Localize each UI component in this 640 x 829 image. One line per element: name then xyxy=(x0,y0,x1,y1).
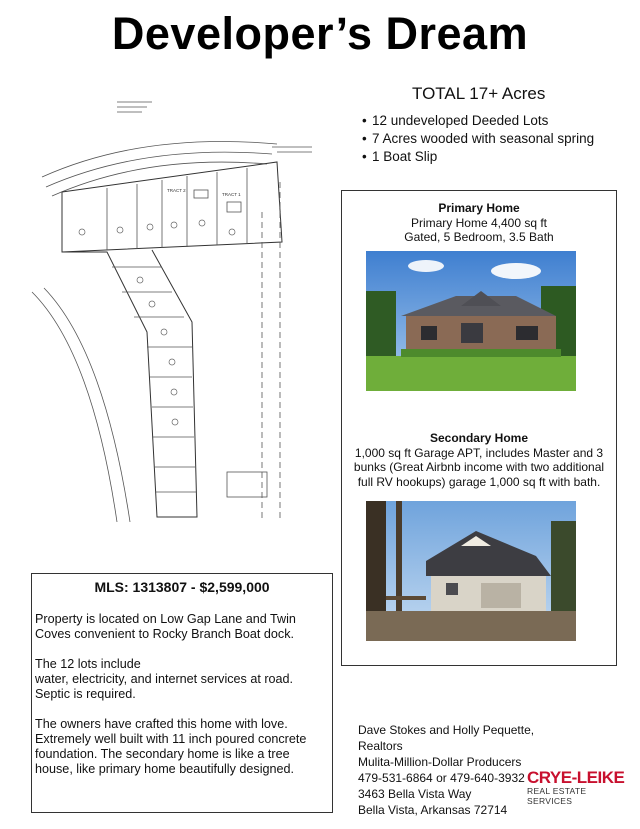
description-line: Coves convenient to Rocky Branch Boat dock. xyxy=(35,627,295,641)
secondary-home-line: full RV hookups) garage 1,000 sq ft with bath. xyxy=(357,474,601,489)
secondary-home-line: 1,000 sq ft Garage APT, includes Master and 3 xyxy=(354,445,604,460)
description-line: Property is located on Low Gap Lane and Twin xyxy=(35,612,296,626)
plat-map xyxy=(22,92,320,530)
mls-price: MLS: 1313807 - $2,599,000 xyxy=(94,579,270,595)
homes-panel xyxy=(341,190,617,666)
description-line: Septic is required. xyxy=(35,687,136,701)
acreage-summary xyxy=(352,84,622,166)
tract-label: TRACT 2 xyxy=(167,188,186,193)
secondary-home-info xyxy=(342,431,616,489)
page-title: Developer’s Dream xyxy=(111,8,529,59)
list-item: • 7 Acres wooded with seasonal spring xyxy=(362,130,622,148)
description-line: house, like primary home beautifully designed. xyxy=(35,762,295,776)
primary-home-heading: Primary Home xyxy=(438,201,520,215)
secondary-home-heading: Secondary Home xyxy=(429,431,529,445)
primary-home-photo xyxy=(366,251,576,391)
list-item: • 12 undeveloped Deeded Lots xyxy=(362,112,622,130)
description-line: The 12 lots include xyxy=(35,657,141,671)
description-line: Extremely well built with 11 inch poured concrete xyxy=(35,732,307,746)
realtor-names: Dave Stokes and Holly Pequette, Realtors xyxy=(358,723,535,753)
logo-subtitle: REAL ESTATE SERVICES xyxy=(527,786,587,806)
description-line: foundation. The secondary home is like a tree xyxy=(35,747,290,761)
feature-list xyxy=(352,112,622,166)
primary-home-details: Gated, 5 Bedroom, 3.5 Bath xyxy=(404,230,554,244)
primary-home-info xyxy=(342,201,616,245)
acreage-heading: TOTAL 17+ Acres xyxy=(412,84,546,103)
logo-brand: CRYE-LEIKE xyxy=(527,768,625,787)
primary-home-size: Primary Home 4,400 sq ft xyxy=(410,215,548,230)
tract-label: TRACT 1 xyxy=(222,192,241,197)
secondary-home-line: bunks (Great Airbnb income with two additional xyxy=(353,460,605,474)
brokerage-logo xyxy=(527,768,627,806)
realtor-phones: 479-531-6864 or 479-640-3932 xyxy=(358,771,525,785)
realtor-tagline: Mulita-Million-Dollar Producers xyxy=(358,755,522,769)
listing-details xyxy=(31,573,333,813)
list-item: • 1 Boat Slip xyxy=(362,148,622,166)
description-line: The owners have crafted this home with love. xyxy=(35,717,288,731)
secondary-home-photo xyxy=(366,501,576,641)
realtor-city: Bella Vista, Arkansas 72714 xyxy=(358,803,508,817)
realtor-address: 3463 Bella Vista Way xyxy=(358,787,472,801)
description-line: water, electricity, and internet services at road. xyxy=(35,672,294,686)
